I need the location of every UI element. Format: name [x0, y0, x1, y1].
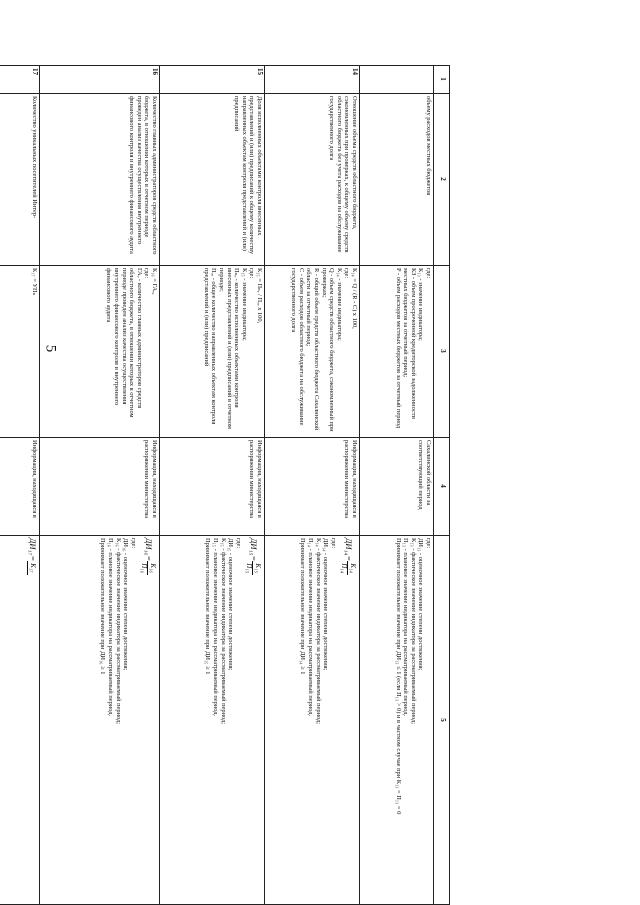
assessment-method	[0, 535, 40, 905]
assessment-line: Принимает положительное значение при ДИ₁₄ ≥ 1	[299, 538, 307, 675]
method-line: С - объем расходов областного бюджета на обслуживание государственного долга	[290, 268, 305, 426]
method-line: ГАₒ - количество главных администраторов средств областного бюджета, в отношении которых в отчетном периоде проведен анализ качества осуществления внутреннего финансового контроля и внутреннего финансового аудита	[105, 268, 143, 418]
assessment-line: К₁₅ - фактическое значение индикатора за рассматриваемый период;	[219, 538, 227, 725]
calculation-method	[265, 265, 360, 437]
calculation-method	[160, 265, 265, 437]
assessment-line: К₁₃ - фактическое значение индикатора за рассматриваемый период;	[409, 538, 417, 725]
method-line: Пₙₑ - количество исполненных объектами контроля внесенных представлений и (или) предписаний в отчетном периоде;	[218, 268, 241, 429]
method-line: R - общий объем средств областного бюджета Сахалинской области за отчетный период;	[305, 268, 321, 431]
indicator-name: Количество главных администраторов средств областного бюджета, в отношении которых в отчетном периоде проведен анализ качества осуществления внутреннего финансового контроля и внутреннего финансового аудита	[128, 96, 158, 255]
data-source: Информация, находящаяся в	[31, 440, 38, 518]
method-line: К₁₄ - значение индикатора;	[335, 268, 343, 341]
method-line: К₁₅ = Пₙₑ / Пₒₑ х 100,	[256, 268, 263, 324]
method-line: КЗ - объем просроченной кредиторской задолженности местных бюджетов за отчетный период;	[402, 268, 417, 419]
method-line: где:	[143, 268, 151, 279]
rotated-table-sheet	[0, 65, 450, 905]
calculation-method	[0, 265, 40, 437]
assessment-line: К₁₆ - фактическое значение индикатора за рассматриваемый период;	[114, 538, 122, 725]
assessment-line: П₁₄ - плановое значение индикатора на рассматриваемый период.	[307, 538, 315, 717]
indicator-name: Количество уникальных посетителей Интер-	[31, 96, 38, 219]
header-col-3: 3	[439, 349, 447, 353]
assessment-method	[160, 535, 265, 905]
method-line: Q - объем средств областного бюджета, сэкономленный при проверках;	[320, 268, 336, 432]
method-line: К₁₄ = Q / (R - C) х 100,	[351, 268, 358, 329]
row-number: 15	[256, 68, 264, 75]
assessment-method	[360, 535, 434, 905]
assessment-formula: ДИ₁₇= К₁₇	[27, 538, 38, 573]
assessment-line: ДИ₁₃ - оценочное значение степени достижения;	[417, 538, 425, 671]
assessment-line: К₁₄ - фактическое значение индикатора за рассматриваемый период;	[314, 538, 322, 725]
assessment-line: Принимает положительное значение при ДИ₁₃ ≤ 1 (если П₁₃ > 0) и в частном случае при К₁₃ = П₁₃ = 0	[394, 538, 402, 815]
assessment-line: ДИ₁₅ - оценочное значение степени достижения;	[227, 538, 235, 671]
method-line: К₁₃ - значение индикатора;	[417, 268, 425, 341]
assessment-line: Принимает положительное значение при ДИ₁₆ ≥ 1	[99, 538, 107, 675]
data-source: Сахалинской области за соответствующий период	[417, 440, 432, 510]
header-col-1: 1	[439, 77, 447, 81]
row-number	[360, 65, 434, 93]
header-col-4: 4	[439, 484, 447, 488]
assessment-line: ДИ₁₆ - оценочное значение степени достижения;	[122, 538, 130, 671]
method-line: К₁₇ = УПₙ	[31, 268, 38, 296]
data-source: Информация, находящаяся в распоряжении министерства	[248, 440, 263, 519]
row-number: 14	[351, 68, 359, 75]
header-col-2: 2	[439, 177, 447, 181]
assessment-line: где:	[234, 538, 242, 549]
assessment-formula: ДИ₁₅= К₁₅ П₁₅	[245, 538, 262, 574]
assessment-line: П₁₃ - плановое значение индикатора на рассматриваемый период.	[402, 538, 410, 717]
assessment-method	[265, 535, 360, 905]
assessment-line: ДИ₁₄ - оценочное значение степени достижения;	[322, 538, 330, 671]
assessment-formula: ДИ₁₄= К₁₄ П₁₄	[340, 538, 357, 574]
assessment-line: Принимает положительное значение при ДИ₁₅ ≥ 1	[204, 538, 212, 675]
method-line: К₁₅ - значение индикатора;	[240, 268, 248, 341]
data-source: Информация, находящаяся в распоряжении министерства	[343, 440, 358, 519]
method-line: где:	[248, 268, 256, 279]
assessment-line: П₁₆ - плановое значение индикатора на рассматриваемый период.	[107, 538, 115, 717]
method-line: где:	[425, 268, 432, 279]
indicator-name: объему расходов местных бюджетов	[425, 96, 432, 196]
row-number: 16	[151, 68, 159, 75]
indicators-table	[0, 65, 450, 905]
method-line: Пₒₑ - общее количество направленных объектам контроля представлений и (или) предписаний	[202, 268, 218, 425]
page-number: 5	[42, 344, 59, 353]
calculation-method	[360, 265, 434, 437]
row-number: 17	[31, 68, 39, 75]
header-col-5: 5	[439, 718, 447, 722]
assessment-line: где:	[129, 538, 137, 549]
data-source: Информация, находящаяся в распоряжении министерства	[143, 440, 158, 519]
calculation-method	[40, 265, 160, 437]
assessment-line: где:	[425, 538, 432, 549]
assessment-line: П₁₅ - плановое значение индикатора на рассматриваемый период.	[212, 538, 220, 717]
assessment-method	[40, 535, 160, 905]
indicator-name: Отношение объема средств областного бюджета, сэкономленных при проверках, к общему объему средств областного бюджета без учета расходов на обслуживание государственного долга	[328, 96, 358, 253]
method-line: где:	[343, 268, 351, 279]
assessment-line: где:	[329, 538, 337, 549]
method-line: К₁₆ = ГАₒ,	[151, 268, 158, 295]
method-line: Р - объем расходов местных бюджетов за отчетный период	[394, 268, 402, 429]
assessment-formula: ДИ₁₆= К₁₆ П₁₆	[140, 538, 157, 574]
indicator-name: Доля исполненных объектами контроля внесенных представлений и (или) предписаний к общему количеству направленных объектам контроля представлений и (или) предписаний	[233, 96, 263, 255]
